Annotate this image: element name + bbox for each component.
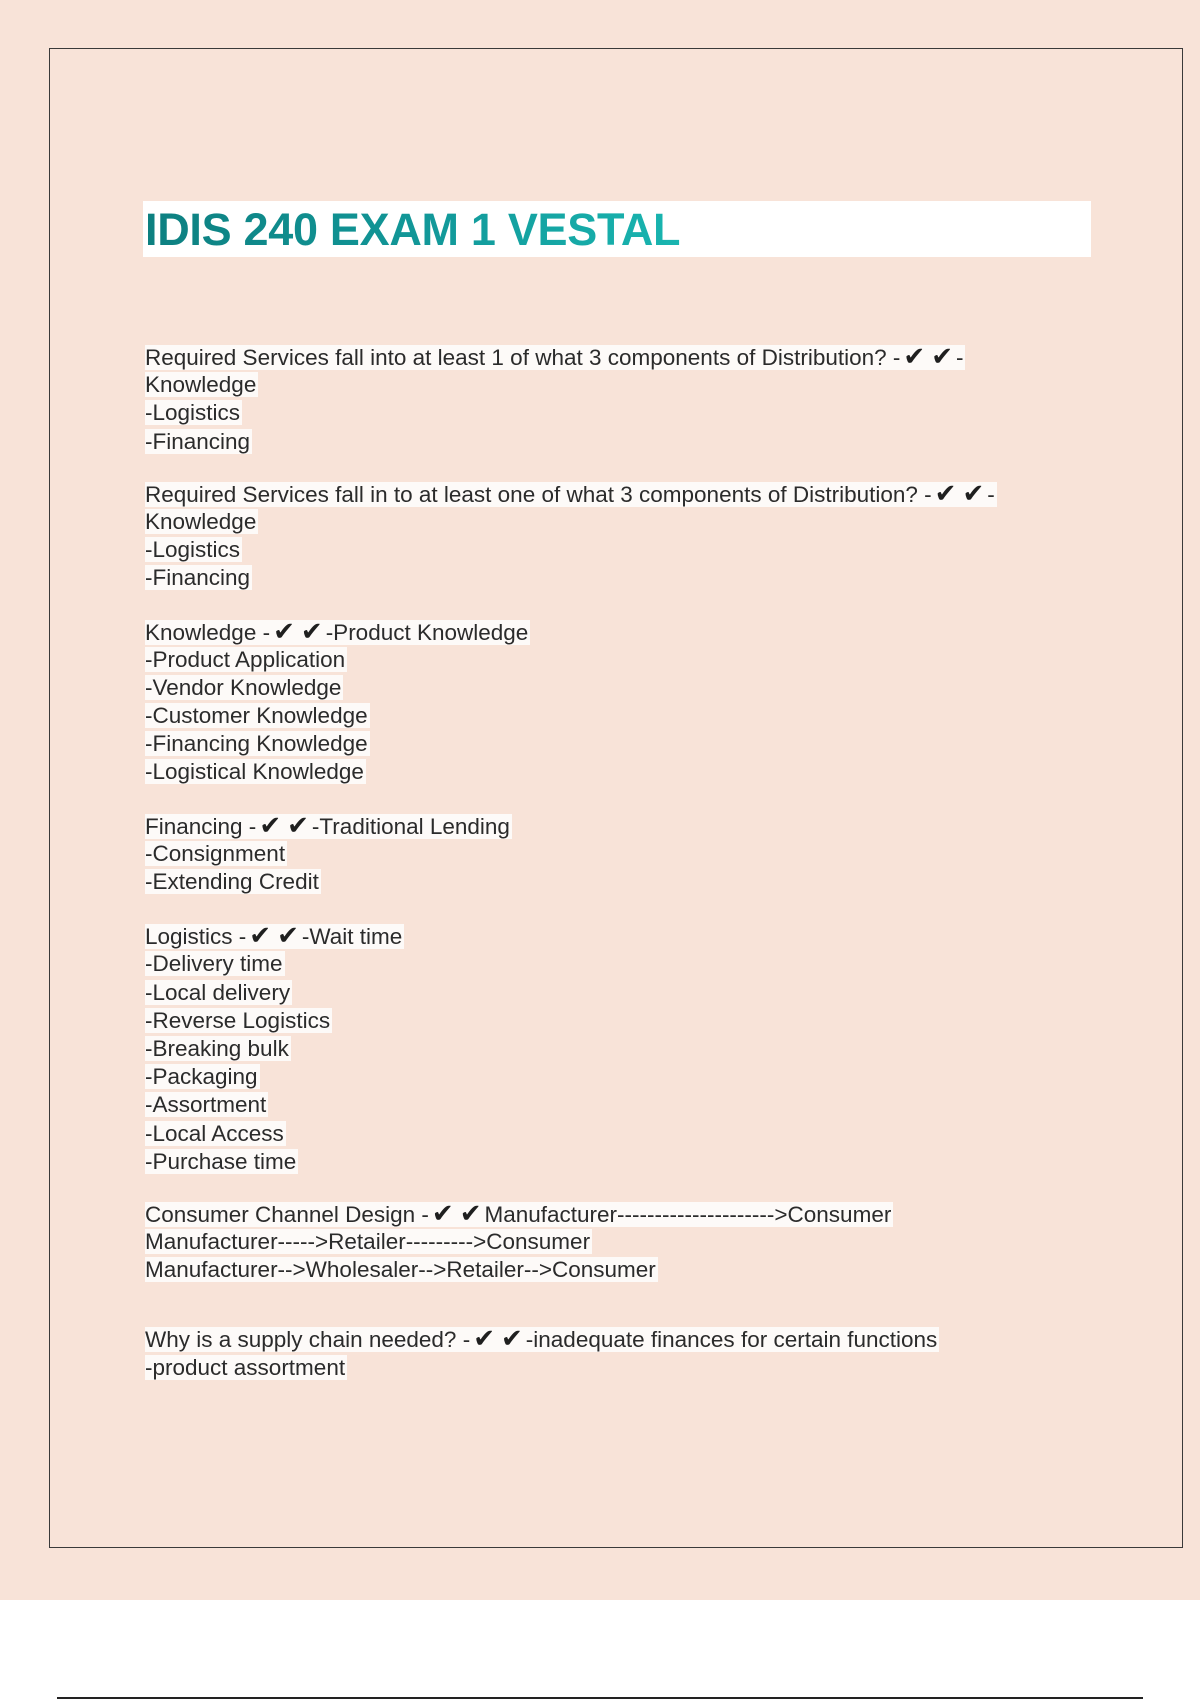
flashcard — [145, 922, 1105, 1176]
question-line — [145, 480, 1105, 508]
answer-line — [145, 730, 1105, 758]
answer-text: -Consignment — [145, 840, 286, 866]
answer-line — [145, 428, 1105, 456]
question-text: Consumer Channel Design - — [145, 1201, 429, 1227]
answer-line — [145, 1354, 1105, 1382]
answer-line — [145, 1007, 1105, 1035]
answer-text: -Extending Credit — [145, 869, 319, 894]
answer-line — [145, 758, 1105, 786]
checkmark-icon: ✔ — [903, 342, 926, 372]
answer-line — [145, 702, 1105, 730]
question-highlight — [145, 1324, 939, 1355]
answer-line — [145, 1035, 1105, 1063]
question-text: Required Services fall in to at least one of what 3 components of Distribution? - — [145, 481, 932, 507]
answer-line — [145, 1091, 1105, 1119]
question-line — [145, 1200, 1105, 1228]
answer-text: -Vendor Knowledge — [145, 674, 342, 700]
answer-text: -Local Access — [145, 1120, 284, 1146]
answer-text: -Financing — [145, 428, 251, 454]
answer-first-line: -Wait time — [301, 924, 403, 950]
answer-first-line: - — [987, 481, 995, 507]
question-text: Knowledge - — [145, 619, 271, 645]
checkmark-icon: ✔ — [962, 478, 985, 509]
answer-text: Knowledge — [145, 508, 257, 534]
question-highlight — [145, 342, 965, 372]
question-line — [145, 343, 1105, 371]
answer-text: -Purchase time — [145, 1148, 297, 1174]
answer-line — [145, 1228, 1105, 1256]
checkmark-icon: ✔ — [259, 810, 282, 841]
answer-text: Knowledge — [145, 372, 257, 398]
question-line — [145, 812, 1105, 840]
question-highlight — [145, 478, 997, 509]
answer-line — [145, 399, 1105, 427]
question-highlight — [145, 616, 530, 647]
answer-text: -Logistics — [145, 537, 241, 563]
question-line — [145, 618, 1105, 646]
answer-text: -Reverse Logistics — [145, 1007, 331, 1033]
flashcard — [145, 812, 1105, 897]
question-highlight — [145, 810, 512, 841]
answer-first-line: -Product Knowledge — [325, 619, 529, 645]
answer-line — [145, 508, 1105, 536]
checkmark-icon: ✔ — [287, 810, 309, 841]
answer-text: -Customer Knowledge — [145, 703, 368, 729]
checkmark-icon: ✔ — [931, 342, 953, 372]
answer-text: -Local delivery — [145, 979, 291, 1005]
question-text: Why is a supply chain needed? - — [145, 1327, 471, 1353]
answer-line — [145, 1148, 1105, 1176]
question-text: Required Services fall into at least 1 of what 3 components of Distribution? - — [145, 345, 901, 370]
checkmark-icon: ✔ — [934, 478, 957, 509]
question-text: Logistics - — [145, 924, 247, 950]
answer-first-line: -inadequate finances for certain functions — [525, 1327, 938, 1353]
question-line — [145, 1325, 1105, 1353]
flashcard — [145, 1325, 1105, 1381]
answer-line — [145, 564, 1105, 592]
flashcard-list — [145, 343, 1105, 1382]
answer-line — [145, 840, 1105, 868]
answer-line — [145, 1120, 1105, 1148]
answer-line — [145, 979, 1105, 1007]
question-highlight — [145, 1198, 893, 1229]
footer-divider — [57, 1697, 1143, 1699]
checkmark-icon: ✔ — [273, 616, 295, 647]
answer-line — [145, 646, 1105, 674]
answer-line — [145, 674, 1105, 702]
checkmark-icon: ✔ — [249, 921, 272, 952]
answer-first-line: Manufacturer--------------------->Consumer — [484, 1201, 892, 1227]
document-title: IDIS 240 EXAM 1 VESTAL — [145, 204, 681, 255]
flashcard — [145, 480, 1105, 593]
answer-first-line: -Traditional Lending — [311, 813, 510, 839]
answer-line — [145, 536, 1105, 564]
answer-line — [145, 1256, 1105, 1284]
answer-text: -Packaging — [145, 1064, 258, 1090]
answer-text: -Assortment — [145, 1092, 267, 1118]
answer-first-line: - — [955, 345, 964, 370]
checkmark-icon: ✔ — [300, 616, 323, 647]
answer-text: -Breaking bulk — [145, 1035, 289, 1061]
answer-text: -Delivery time — [145, 951, 283, 977]
answer-text: Manufacturer----->Retailer--------->Consumer — [145, 1229, 591, 1255]
question-highlight — [145, 921, 404, 952]
answer-line — [145, 868, 1105, 896]
checkmark-icon: ✔ — [473, 1324, 495, 1355]
answer-text: -Financing — [145, 565, 251, 591]
answer-text: Manufacturer-->Wholesaler-->Retailer-->Consumer — [145, 1257, 656, 1283]
answer-text: -Product Application — [145, 646, 346, 672]
checkmark-icon: ✔ — [277, 921, 299, 952]
answer-text: -Financing Knowledge — [145, 731, 368, 757]
answer-text: -Logistical Knowledge — [145, 759, 364, 785]
checkmark-icon: ✔ — [431, 1198, 454, 1229]
flashcard — [145, 1200, 1105, 1285]
flashcard — [145, 618, 1105, 787]
answer-line — [145, 950, 1105, 978]
answer-line — [145, 1063, 1105, 1091]
checkmark-icon: ✔ — [459, 1198, 482, 1229]
question-text: Financing - — [145, 813, 257, 839]
answer-line — [145, 371, 1105, 399]
answer-text: -Logistics — [145, 400, 241, 426]
checkmark-icon: ✔ — [500, 1324, 523, 1355]
flashcard — [145, 343, 1105, 456]
answer-text: -product assortment — [145, 1354, 346, 1380]
question-line — [145, 922, 1105, 950]
